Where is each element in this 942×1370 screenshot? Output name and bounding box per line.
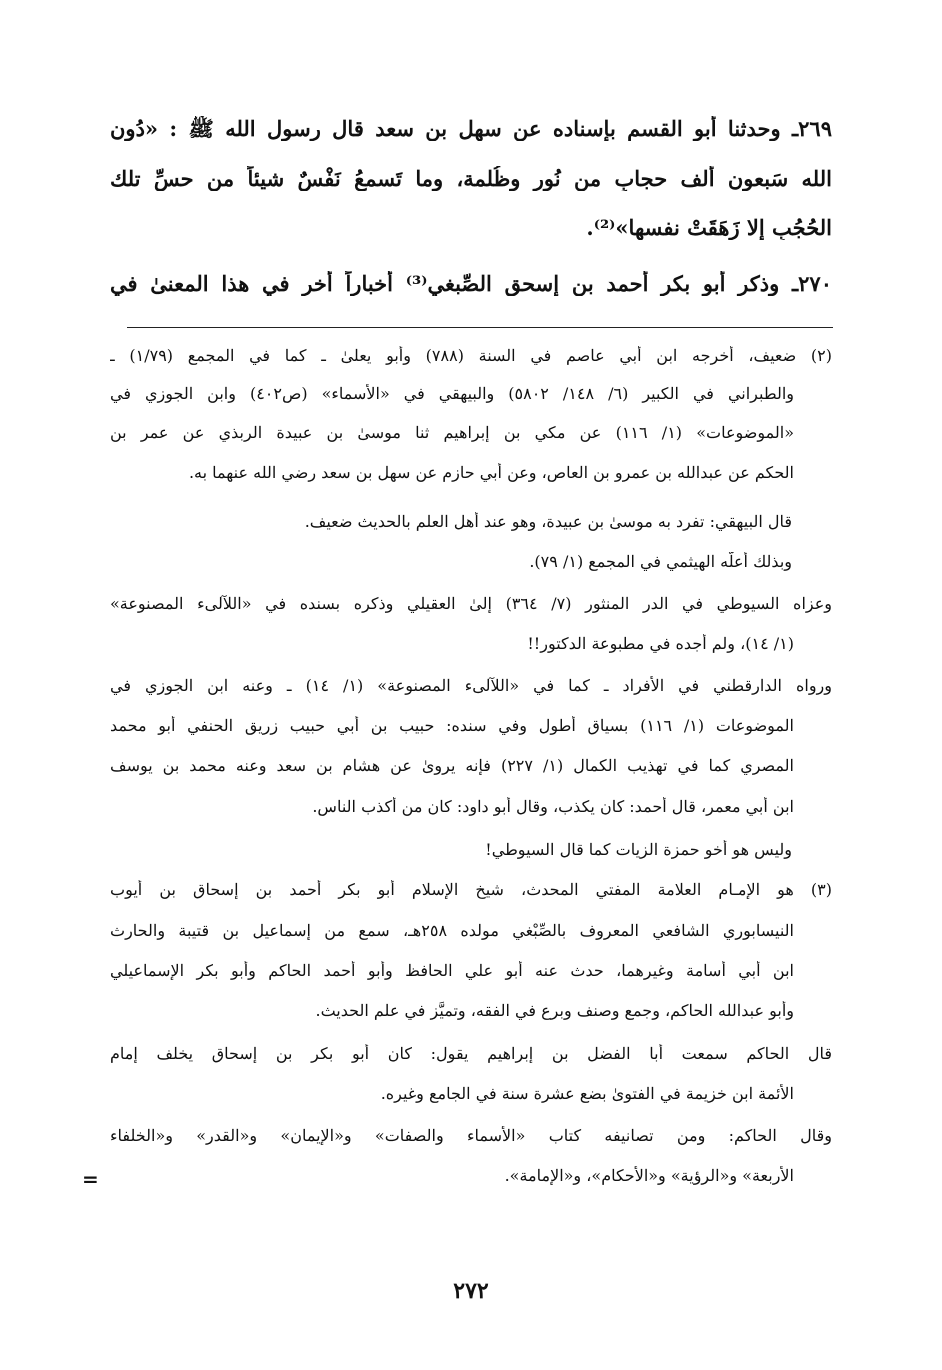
footnote-line: وعزاه السيوطي في الدر المنثور (٧/ ٣٦٤) إلىٰ العقيلي وذكره بسنده في «اللآلىء المصنوعة» [110,594,832,613]
main-line-3: الحُجُبِ إلا زَهَقَتْ نفسها»⁽²⁾. [586,215,832,240]
footnote-line: وقال الحاكم: ومن تصانيفه كتاب «الأسماء والصفات» و«الإيمان» و«القدر» و«الخلفاء [110,1126,832,1145]
footnote-line: وليس هو أخو حمزة الزيات كما قال السيوطي! [485,840,792,859]
footnote-line: ابن أبي معمر، قال أحمد: كان يكذب، وقال أبو داود: كان من أكذب الناس. [312,797,794,816]
footnote-line: الحكم عن عبدالله بن عمرو بن العاص، وعن أبي حازم عن سهل بن سعد رضي الله عنهما به. [188,463,794,482]
footnote-line: (١/ ١٤)، ولم أجده في مطبوعة الدكتور!! [527,634,794,653]
footnote-line: قال البيهقي: تفرد به موسىٰ بن عبيدة، وهو عند أهل العلم بالحديث ضعيف. [304,512,792,531]
footnote-line: النيسابوري الشافعي المعروف بالصِّبْغي مولده ٢٥٨هـ، سمع من إسماعيل بن قتيبة والحارث [110,921,794,940]
page-number: ٢٧٢ [453,1278,489,1304]
footnote-line: الموضوعات (١/ ١١٦) بسياقٍ أطول وفي سنده: حبيب بن أبي حبيب زريق الحنفي أبو محمد [110,716,794,735]
footnote-line: الأئمة ابن خزيمة في الفتوىٰ بضع عشرة سنة في الجامع وغيره. [380,1084,794,1103]
footnote-line: ورواه الدارقطني في الأفراد ـ كما في «اللآلىء المصنوعة» (١/ ١٤) ـ وعنه ابن الجوزي في [110,676,832,695]
footnote-line: (٢) ضعيف، أخرجه ابن أبي عاصم في السنة (٧٨٨) وأبو يعلىٰ ـ كما في المجمع (١/٧٩) ـ [110,346,832,365]
footnote-line: قال الحاكم سمعت أبا الفضل بن إبراهيم يقول: كان أبو بكر بن إسحاق يخلف إمام [110,1044,832,1063]
footnote-line: والطبراني في الكبير (٦/ ١٤٨/ ٥٨٠٢) والبيهقي في «الأسماء» (ص٤٠٢) وابن الجوزي في [110,384,794,403]
footnote-line: وبذلك أعلّه الهيثمي في المجمع (١/ ٧٩). [529,552,792,571]
main-line-1: ٢٦٩ـ وحدثنا أبو القسم بإسناده عن سهل بن سعد قال رسول الله ﷺ : «دُون [110,116,832,141]
footnote-divider [127,327,833,328]
main-line-2: الله سَبعون ألف حجابٍ من نُور وظُلمة، وما تَسمعُ نَفْسٌ شيئاً من حسِّ تلك [110,166,832,191]
footnote-line: وأبو عبدالله الحاكم، وجمع وصنف وبرع في الفقه، وتميَّز في علم الحديث. [315,1001,794,1020]
footnote-line: المصري كما في تهذيب الكمال (١/ ٢٢٧) فإنه يروىٰ عن هشام بن سعد وعنه محمد بن يوسف [110,756,794,775]
footnote-line: الأربعة» و«الرؤية» و«الأحكام»، و«الإمامة». [504,1166,794,1185]
footnote-line: ابن أبي أُسامة وغيرهما، حدث عنه أبو علي الحافظ وأبو أحمد الحاكم وأبو بكر الإسماعيلي [110,961,794,980]
continuation-mark: = [82,1167,99,1191]
footnote-line: «الموضوعات» (١/ ١١٦) عن مكي بن إبراهيم ثنا موسىٰ بن عبيدة الربذي عن عمر بن [110,423,794,442]
footnote-line: (٣) هو الإمـام العلامة المفتي المحدث، شيخ الإسلام أبو بكر أحمد بن إسحاق بن أيوب [110,880,832,899]
main-line-4: ٢٧٠ـ وذكر أبو بكر أحمد بن إسحق الصِّبغي⁽³⁾ أخباراً أُخر في هذا المعنىٰ في [110,271,832,296]
